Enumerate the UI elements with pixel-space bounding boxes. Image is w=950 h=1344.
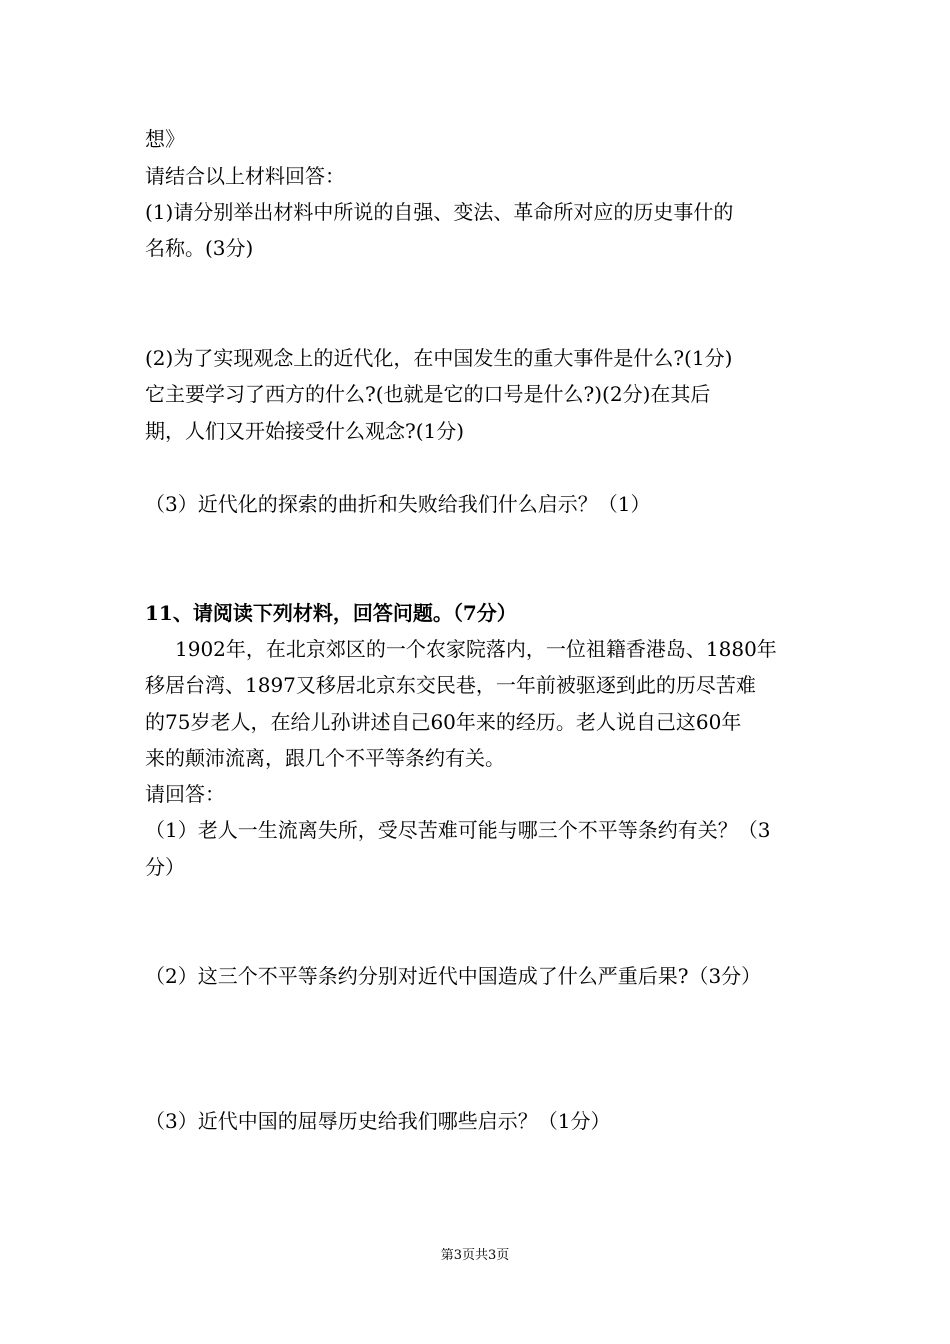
material-line-2: 移居台湾、1897又移居北京东交民巷，一年前被驱逐到此的历尽苦难 <box>145 673 756 697</box>
answer-prompt: 请回答： <box>145 782 225 806</box>
question-1-line-2: 名称。(3分) <box>145 236 254 260</box>
text-line: 想》 <box>145 127 185 151</box>
sub-question-1-line-1: （1）老人一生流离失所，受尽苦难可能与哪三个不平等条约有关？（3 <box>145 818 771 842</box>
sub-question-1-line-2: 分） <box>145 855 185 879</box>
page-number-footer: 第3页共3页 <box>440 1248 510 1263</box>
material-line-1: 1902年，在北京郊区的一个农家院落内，一位祖籍香港岛、1880年 <box>175 637 777 661</box>
instruction-line: 请结合以上材料回答： <box>145 164 345 188</box>
sub-question-3-line: （3）近代中国的屈辱历史给我们哪些启示？（1分） <box>145 1109 611 1133</box>
question-3-line: （3）近代化的探索的曲折和失败给我们什么启示？（1） <box>145 492 651 516</box>
material-line-3: 的75岁老人，在给儿孙讲述自己60年来的经历。老人说自己这60年 <box>145 710 742 734</box>
question-2-line-2: 它主要学习了西方的什么?(也就是它的口号是什么?)(2分)在其后 <box>145 382 711 406</box>
section-11-heading: 11、请阅读下列材料，回答问题。（7分） <box>145 601 517 625</box>
material-line-4: 来的颠沛流离，跟几个不平等条约有关。 <box>145 746 505 770</box>
question-1-line-1: (1)请分别举出材料中所说的自强、变法、革命所对应的历史事什的 <box>145 200 734 224</box>
question-2-line-1: (2)为了实现观念上的近代化，在中国发生的重大事件是什么?(1分) <box>145 346 733 370</box>
question-2-line-3: 期，人们又开始接受什么观念?(1分) <box>145 419 465 443</box>
sub-question-2-line: （2）这三个不平等条约分别对近代中国造成了什么严重后果?（3分） <box>145 964 762 988</box>
